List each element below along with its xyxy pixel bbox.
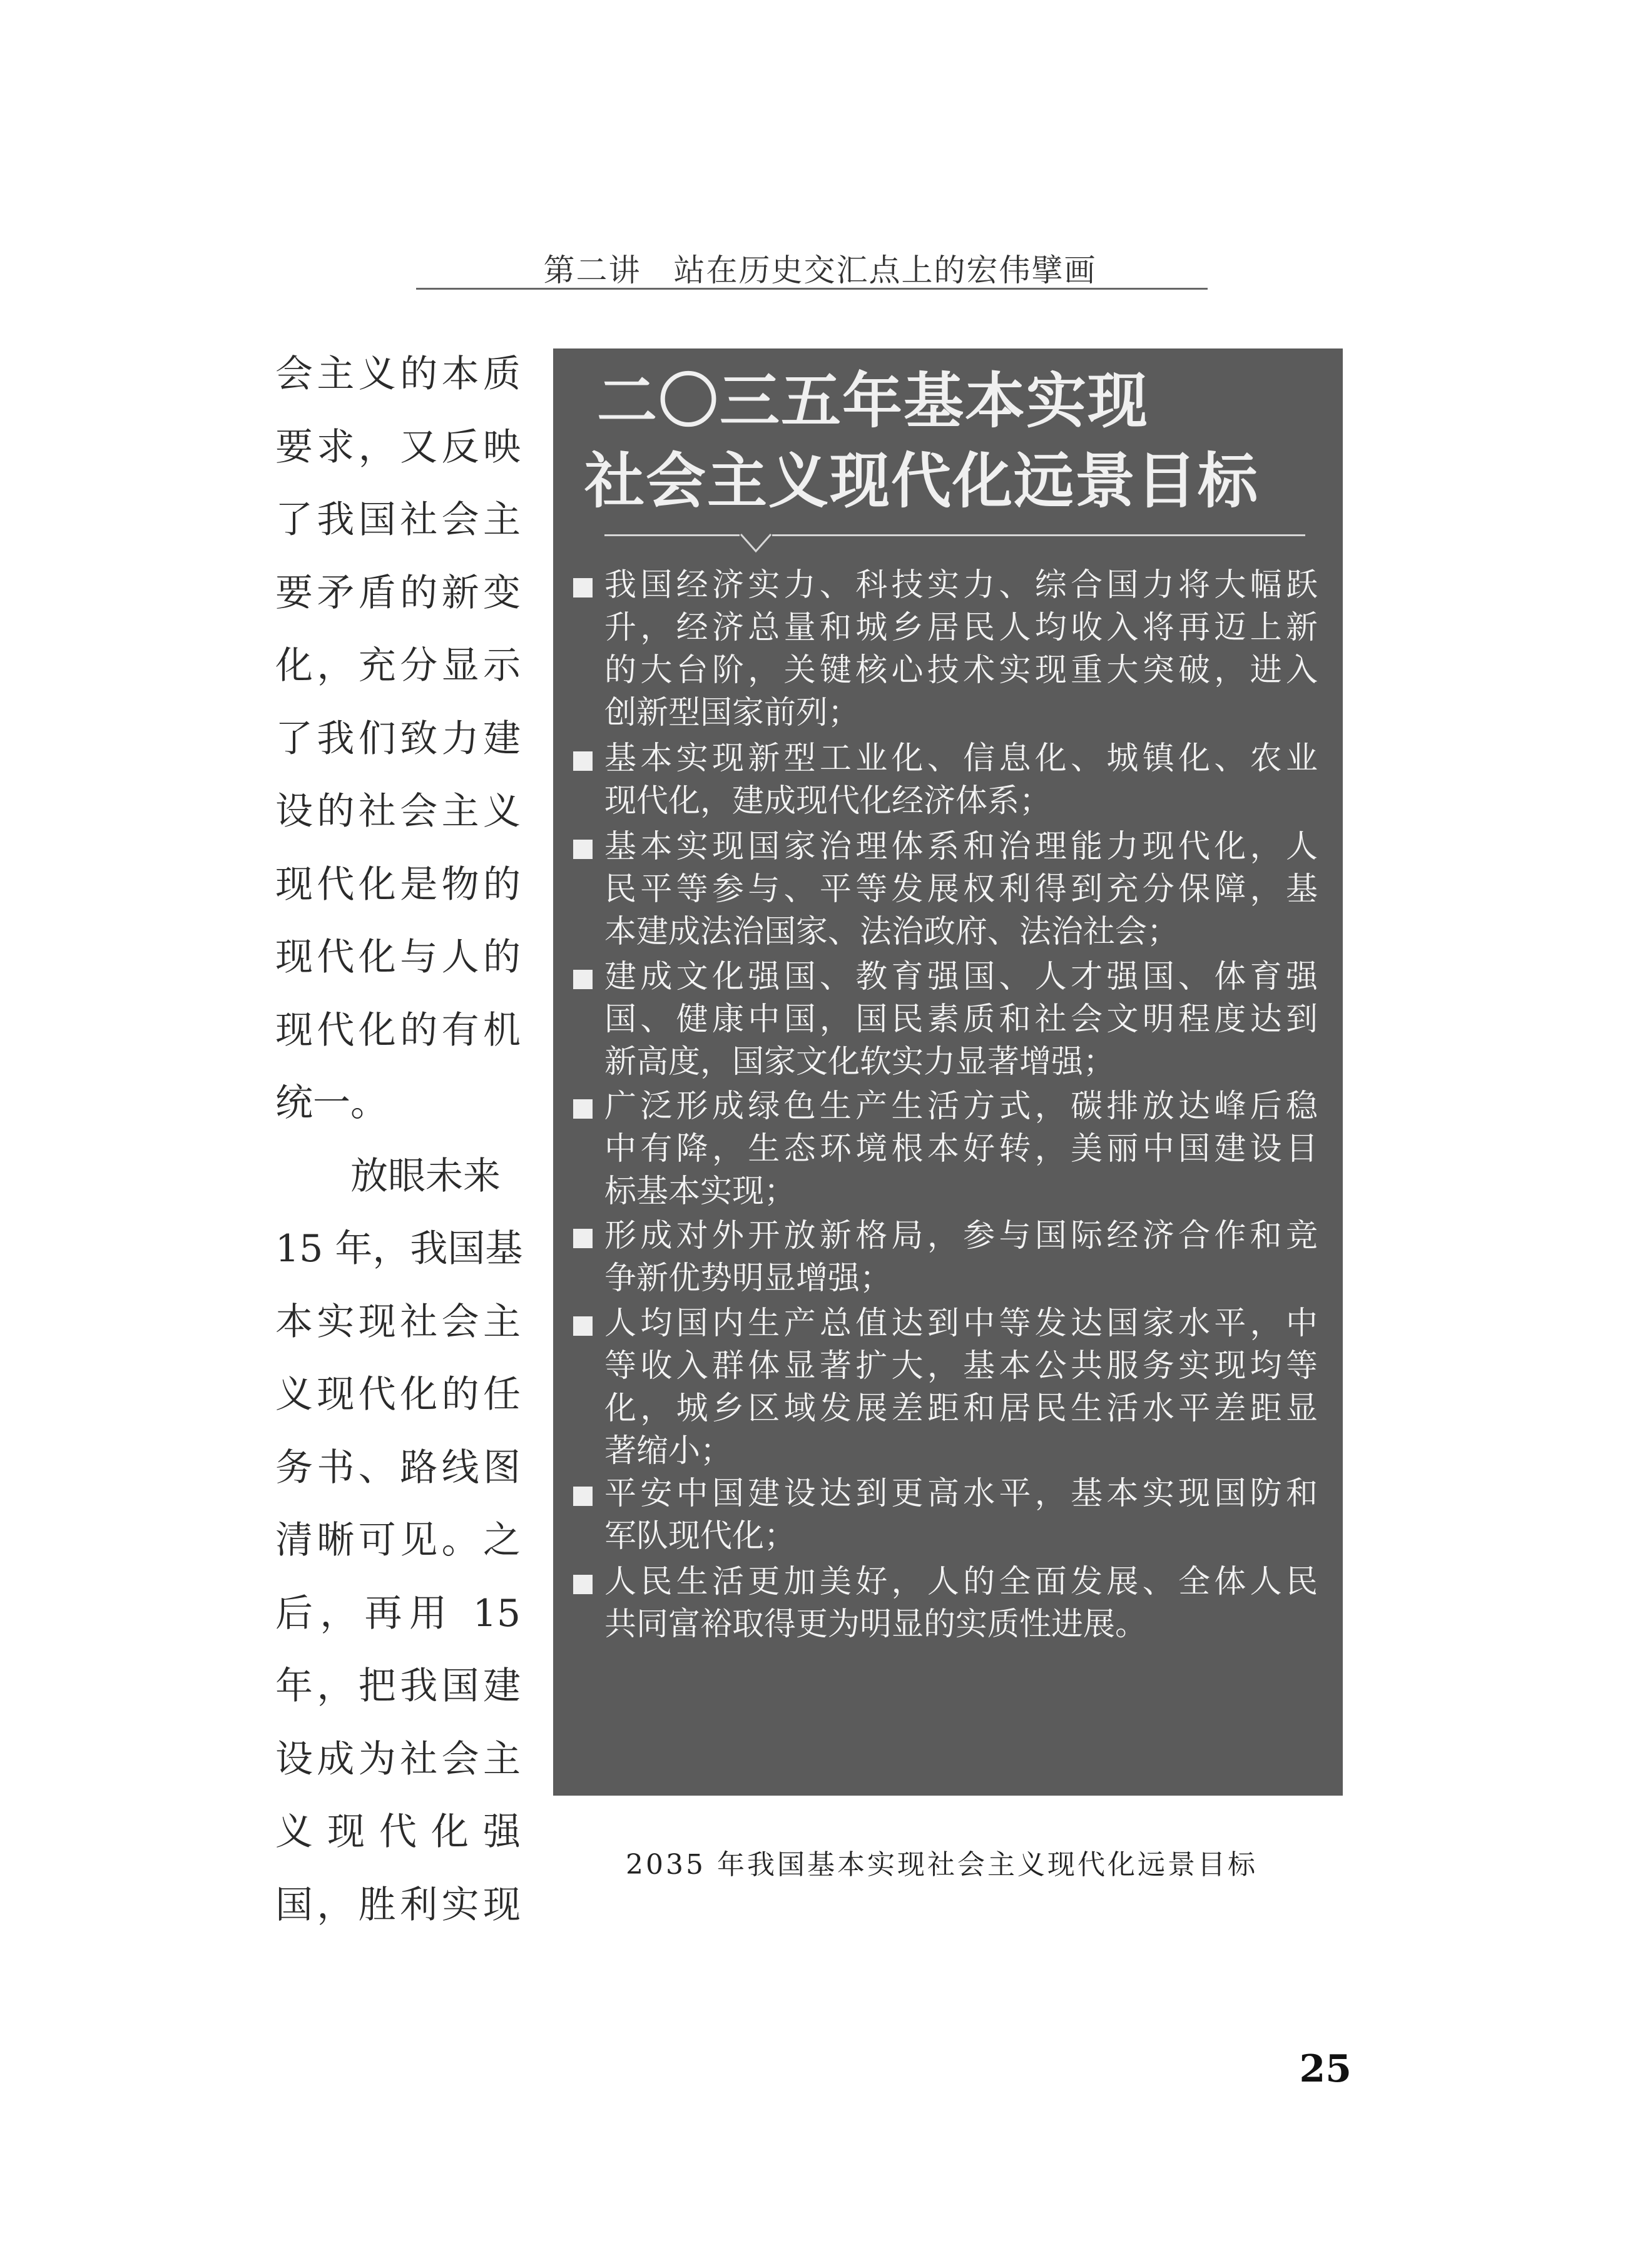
goal-text — [604, 738, 1318, 823]
body-text-line: 义现代化的任 — [275, 1373, 521, 1416]
square-bullet-icon — [573, 1575, 593, 1594]
goal-text-line: 等收入群体显著扩大，基本公共服务实现均等 — [604, 1348, 1318, 1385]
goal-text-line: 著缩小； — [604, 1433, 733, 1470]
body-text-line: 会主义的本质 — [275, 352, 521, 396]
goal-text-line: 基本实现新型工业化、信息化、城镇化、农业 — [604, 740, 1318, 777]
body-text-line: 清晰可见。之 — [275, 1518, 521, 1562]
title-notch-icon — [740, 534, 772, 554]
page-number: 25 — [1299, 2047, 1352, 2091]
body-text-line: 了我国社会主 — [275, 498, 521, 542]
square-bullet-icon — [573, 1316, 593, 1336]
body-text-line: 化，充分显示 — [275, 644, 521, 688]
goal-text — [604, 826, 1318, 953]
goal-text-line: 人民生活更加美好，人的全面发展、全体人民 — [604, 1564, 1318, 1600]
body-text-line: 要求，又反映 — [275, 425, 521, 469]
goal-text-line: 标基本实现； — [604, 1173, 797, 1210]
body-text-line: 义现代化强 — [275, 1810, 521, 1854]
goals-panel — [553, 348, 1343, 1796]
panel-title-line-2: 社会主义现代化远景目标 — [584, 446, 1259, 516]
goal-text — [604, 564, 1318, 735]
body-text-line: 务书、路线图 — [275, 1445, 521, 1490]
goal-text-line: 基本实现国家治理体系和治理能力现代化，人 — [604, 828, 1318, 865]
goal-text-line: 人均国内生产总值达到中等发达国家水平，中 — [604, 1305, 1318, 1342]
body-text-line: 现代化是物的 — [275, 862, 521, 907]
square-bullet-icon — [573, 840, 593, 859]
body-text-line: 15 年，我国基 — [275, 1227, 523, 1271]
goal-text-line: 广泛形成绿色生产生活方式，碳排放达峰后稳 — [604, 1088, 1318, 1125]
goal-text-line: 争新优势明显增强； — [604, 1260, 892, 1297]
square-bullet-icon — [573, 578, 593, 598]
goal-text-line: 国、健康中国，国民素质和社会文明程度达到 — [604, 1001, 1318, 1038]
figure-caption: 2035 年我国基本实现社会主义现代化远景目标 — [626, 1849, 1258, 1881]
square-bullet-icon — [573, 1229, 593, 1248]
goal-text — [604, 1086, 1318, 1213]
goal-text — [604, 1473, 1318, 1558]
goal-text-line: 民平等参与、平等发展权利得到充分保障，基 — [604, 871, 1318, 908]
body-text-line: 设的社会主义 — [275, 790, 521, 833]
goal-text-line: 平安中国建设达到更高水平，基本实现国防和 — [604, 1475, 1318, 1512]
goal-text — [604, 956, 1318, 1084]
square-bullet-icon — [573, 1487, 593, 1506]
goal-text-line: 建成文化强国、教育强国、人才强国、体育强 — [604, 959, 1318, 995]
square-bullet-icon — [573, 751, 593, 771]
goal-text-line: 军队现代化； — [604, 1518, 797, 1555]
body-text-line: 本实现社会主 — [275, 1299, 521, 1344]
body-text-line: 年，把我国建 — [275, 1664, 521, 1708]
body-text-line: 现代化的有机 — [275, 1008, 521, 1052]
body-text-line: 统一。 — [275, 1081, 388, 1125]
running-header: 第二讲 站在历史交汇点上的宏伟擘画 — [543, 252, 1097, 288]
goal-text-line: 本建成法治国家、法治政府、法治社会； — [604, 913, 1179, 950]
goal-text-line: 升，经济总量和城乡居民人均收入将再迈上新 — [604, 609, 1318, 646]
body-text-line: 后，再用 15 — [275, 1591, 521, 1635]
body-text-line: 现代化与人的 — [275, 935, 521, 979]
square-bullet-icon — [573, 970, 593, 989]
body-text-line: 设成为社会主 — [275, 1737, 521, 1781]
goal-text-line: 新高度，国家文化软实力显著增强； — [604, 1044, 1116, 1081]
goal-text — [604, 1215, 1318, 1300]
body-text-line: 国，胜利实现 — [275, 1883, 521, 1927]
header-rule — [416, 288, 1208, 290]
square-bullet-icon — [573, 1099, 593, 1119]
body-text-line: 放眼未来 — [350, 1154, 501, 1198]
goal-text-line: 共同富裕取得更为明显的实质性进展。 — [604, 1606, 1148, 1643]
title-rule — [604, 534, 1305, 536]
goal-text-line: 的大台阶，关键核心技术实现重大突破，进入 — [604, 652, 1318, 689]
goal-text-line: 创新型国家前列； — [604, 694, 860, 731]
body-text-column — [275, 338, 521, 1941]
panel-title-line-1: 二〇三五年基本实现 — [597, 366, 1149, 436]
goal-text — [604, 1303, 1318, 1473]
goal-text-line: 化，城乡区域发展差距和居民生活水平差距显 — [604, 1390, 1318, 1427]
goal-text-line: 中有降，生态环境根本好转，美丽中国建设目 — [604, 1131, 1318, 1167]
goal-text-line: 我国经济实力、科技实力、综合国力将大幅跃 — [604, 567, 1318, 604]
body-text-line: 要矛盾的新变 — [275, 571, 521, 615]
panel-title — [584, 361, 1259, 521]
goal-text-line: 形成对外开放新格局，参与国际经济合作和竞 — [604, 1218, 1318, 1254]
goal-text — [604, 1561, 1318, 1646]
body-text-line: 了我们致力建 — [275, 716, 521, 761]
goal-text-line: 现代化，建成现代化经济体系； — [604, 783, 1052, 820]
